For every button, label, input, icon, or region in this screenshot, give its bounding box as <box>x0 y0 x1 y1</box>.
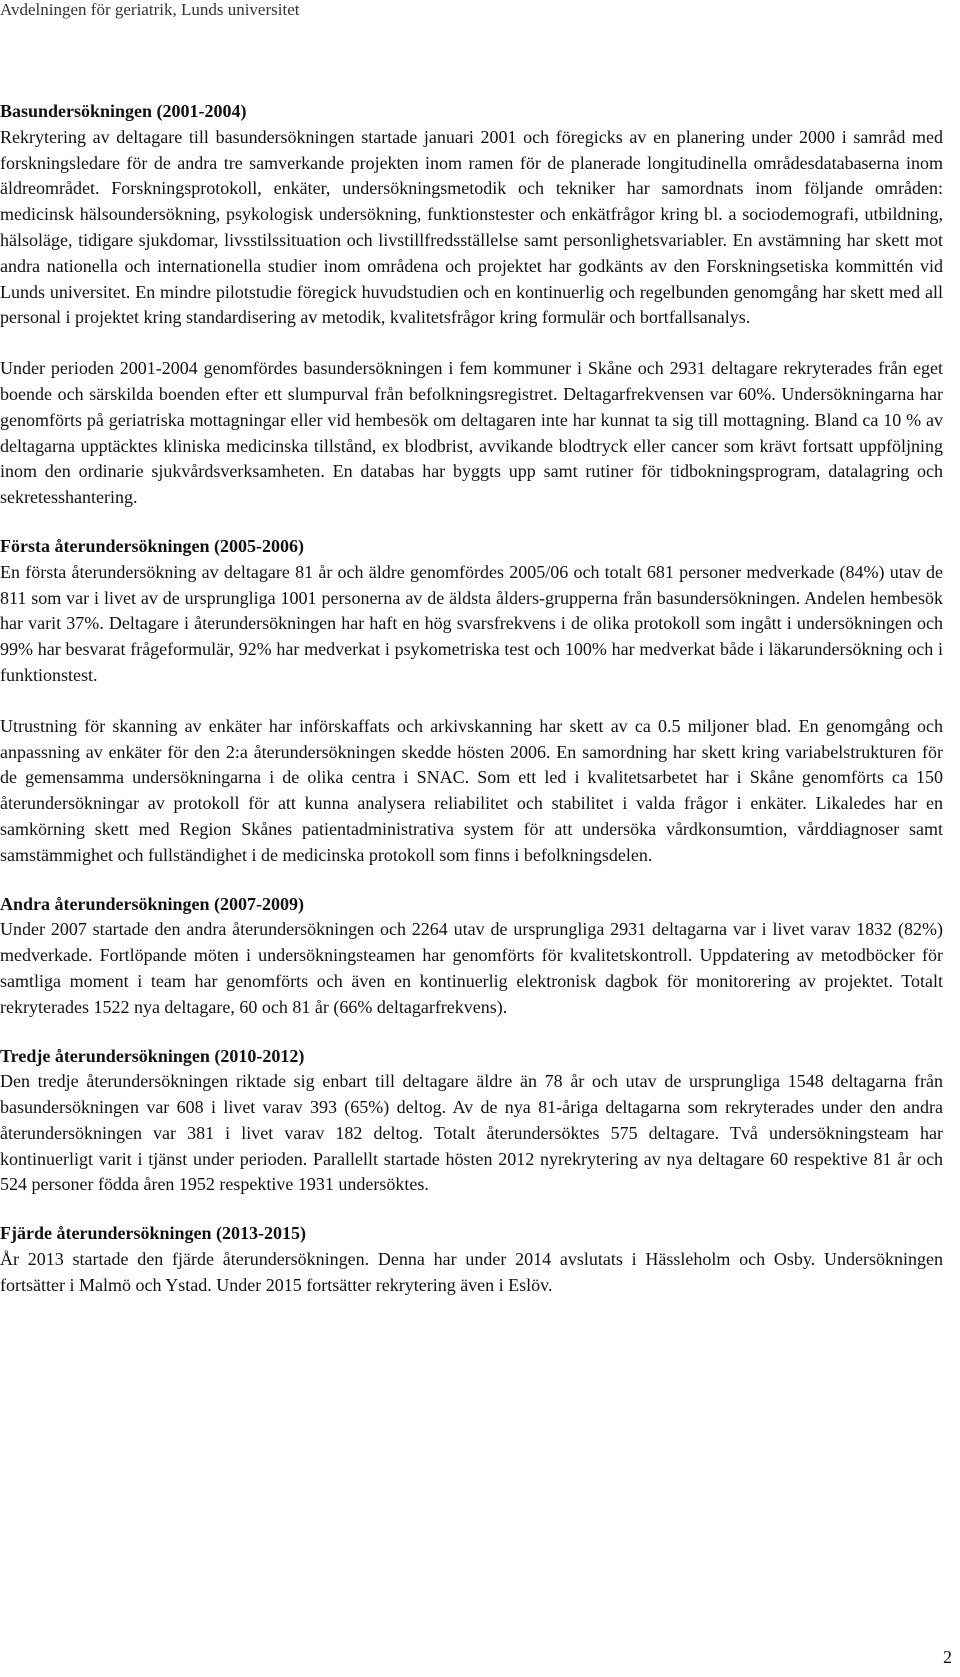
section-heading: Fjärde återundersökningen (2013-2015) <box>0 1223 306 1244</box>
paragraph: År 2013 startade den fjärde återundersökningen. Denna har under 2014 avslutats i Hässleholm och Osby. Undersökningen fortsätter i Malmö och Ystad. Under 2015 fortsätter rekrytering även i Eslöv. <box>0 1249 943 1295</box>
section-andra-aterundersokningen <box>0 892 943 1021</box>
section-heading: Andra återundersökningen (2007-2009) <box>0 893 305 914</box>
section-heading: Första återundersökningen (2005-2006) <box>0 535 304 556</box>
paragraph: Under perioden 2001-2004 genomfördes basundersökningen i fem kommuner i Skåne och 2931 deltagare rekryterades från eget boende och särskilda boenden efter ett slumpurval från befolkningsregistret. Deltagarfrekvensen var 60%. Undersökningarna har genomförts på geriatriska mottagningar eller vid hembesök om deltagaren inte har kunnat ta sig till mottagning. Bland ca 10 % av deltagarna upptäcktes kliniska medicinska tillstånd, ex blodbrist, avvikande blodtryck eller cancer som krävt fortsatt uppföljning inom den ordinarie sjukvårdsverksamheten. En databas har byggts upp samt rutiner för tidbokningsprogram, datalagring och sekretesshantering. <box>0 358 943 508</box>
paragraph: Den tredje återundersökningen riktade sig enbart till deltagare äldre än 78 år och utav de ursprungliga 1548 deltagarna från basundersökningen var 608 i livet varav 393 (65%) deltog. Av de nya 81-åriga deltagarna som rekryterades under den andra återundersökningen var 381 i livet varav 182 deltog. Totalt återundersöktes 575 deltagare. Två undersökningsteam har kontinuerligt varit i tjänst under perioden. Parallellt startade hösten 2012 nyrekrytering av nya deltagare 60 respektive 81 år och 524 personer födda åren 1952 respektive 1931 undersöktes. <box>0 1071 943 1195</box>
paragraph: Under 2007 startade den andra återundersökningen och 2264 utav de ursprungliga 2931 deltagarna var i livet varav 1832 (82%) medverkade. Fortlöpande möten i undersökningsteamen har genomförts för kvalitetskontroll. Uppdatering av metodböcker för samtliga moment i team har genomförts och även en kontinuerlig elektronisk dagbok för monitorering av projektet. Totalt rekryterades 1522 nya deltagare, 60 och 81 år (66% deltagarfrekvens). <box>0 919 943 1017</box>
section-heading: Basundersökningen (2001-2004) <box>0 101 247 121</box>
document-body <box>0 99 943 1322</box>
section-basundersokningen <box>0 99 943 511</box>
paragraph: Utrustning för skanning av enkäter har införskaffats och arkivskanning har skett av ca 0.5 miljoner blad. En genomgång och anpassning av enkäter för den 2:a återundersökningen skedde hösten 2006. En samordning har skett kring variabelstrukturen för de gemensamma undersökningarna i de olika centra i SNAC. Som ett led i kvalitetsarbetet har i Skåne genomförts ca 150 återundersökningar av protokoll för att kunna analysera reliabilitet och stabilitet i valda frågor i enkäter. Likaledes har en samkörning skett med Region Skånes patientadministrativa system för att undersöka vårdkonsumtion, vårddiagnoser samt samstämmighet och fullständighet i de medicinska protokoll som finns i befolkningsdelen. <box>0 715 943 865</box>
section-fjarde-aterundersokningen <box>0 1221 943 1298</box>
section-tredje-aterundersokningen <box>0 1044 943 1199</box>
paragraph: En första återundersökning av deltagare 81 år och äldre genomfördes 2005/06 och totalt 681 personer medverkade (84%) utav de 811 som var i livet av de ursprungliga 1001 personerna av de äldsta ålders-grupperna från basundersökningen. Andelen hembesök har varit 37%. Deltagare i återundersökningen har haft en hög svarsfrekvens i de olika protokoll som ingått i undersökningen och 99% har besvarat frågeformulär, 92% har medverkat i psykometriska test och 100% har medverkat både i läkarundersökning och i funktionstest. <box>0 561 943 685</box>
paragraph: Rekrytering av deltagare till basundersökningen startade januari 2001 och föregicks av en planering under 2000 i samråd med forskningsledare för de andra tre samverkande projekten inom ramen för de planerade longitudinella områdesdatabaserna inom äldreområdet. Forskningsprotokoll, enkäter, undersökningsmetodik och tekniker har samordnats inom följande områden: medicinsk hälsoundersökning, psykologisk undersökning, funktionstester och enkätfrågor kring bl. a sociodemografi, utbildning, hälsoläge, tidigare sjukdomar, livsstilssituation och livstillfredsställelse samt personlighetsvariabler. En avstämning har skett mot andra nationella och internationella studier inom områdena och projektet har godkänts av den Forskningsetiska kommittén vid Lunds universitet. En mindre pilotstudie föregick huvudstudien och en kontinuerlig och regelbunden genomgång har skett med all personal i projektet kring standardisering av metodik, kvalitetsfrågor kring formulär och bortfallsanalys. <box>0 126 943 328</box>
section-heading: Tredje återundersökningen (2010-2012) <box>0 1045 305 1066</box>
section-forsta-aterundersokningen <box>0 534 943 869</box>
running-header: Avdelningen för geriatrik, Lunds universitet <box>0 0 300 19</box>
page-number: 2 <box>943 1647 952 1667</box>
